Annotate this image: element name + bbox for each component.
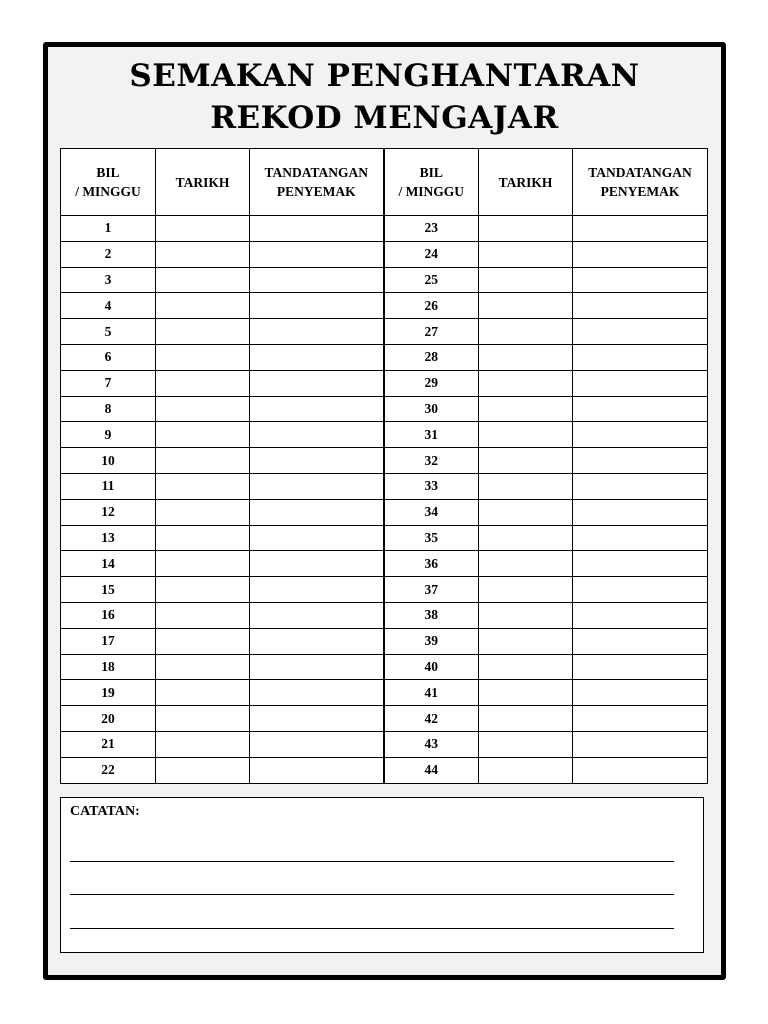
record-table [60,148,708,784]
table-row [61,241,708,267]
tarikh-cell[interactable] [156,551,250,577]
tarikh-cell[interactable] [479,654,573,680]
week-number-cell: 11 [61,473,156,499]
table-row [61,370,708,396]
tarikh-cell[interactable] [479,628,573,654]
tarikh-cell[interactable] [479,525,573,551]
header-tarikh-left: TARIKH [156,149,250,216]
header-row [61,149,708,216]
tarikh-cell[interactable] [156,422,250,448]
table-row [61,551,708,577]
tandatangan-cell[interactable] [250,319,384,345]
week-number-cell: 28 [384,344,479,370]
tandatangan-cell[interactable] [573,757,708,783]
table-row [61,525,708,551]
week-number-cell: 36 [384,551,479,577]
week-number-cell: 35 [384,525,479,551]
week-number-cell: 38 [384,602,479,628]
tarikh-cell[interactable] [156,577,250,603]
table-row [61,680,708,706]
table-body [61,216,708,784]
table-row [61,499,708,525]
tarikh-cell[interactable] [479,602,573,628]
tarikh-cell[interactable] [156,473,250,499]
week-number-cell: 6 [61,344,156,370]
tarikh-cell[interactable] [156,241,250,267]
tandatangan-cell[interactable] [250,293,384,319]
week-number-cell: 33 [384,473,479,499]
tandatangan-cell[interactable] [573,628,708,654]
tarikh-cell[interactable] [156,319,250,345]
tarikh-cell[interactable] [479,577,573,603]
notes-box [60,797,704,953]
table-row [61,757,708,783]
tarikh-cell[interactable] [156,344,250,370]
tandatangan-cell[interactable] [250,551,384,577]
table-row [61,344,708,370]
week-number-cell: 17 [61,628,156,654]
tarikh-cell[interactable] [156,602,250,628]
tarikh-cell[interactable] [156,731,250,757]
week-number-cell: 44 [384,757,479,783]
tarikh-cell[interactable] [479,731,573,757]
title-line-1: SEMAKAN PENGHANTARAN [129,58,640,94]
tandatangan-cell[interactable] [573,602,708,628]
tandatangan-cell[interactable] [250,602,384,628]
week-number-cell: 26 [384,293,479,319]
week-number-cell: 27 [384,319,479,345]
table-row [61,473,708,499]
tandatangan-cell[interactable] [250,448,384,474]
tandatangan-cell[interactable] [250,731,384,757]
tarikh-cell[interactable] [156,216,250,242]
tarikh-cell[interactable] [156,680,250,706]
notes-label: CATATAN: [70,804,140,819]
form-title [48,55,721,139]
tandatangan-cell[interactable] [250,525,384,551]
tandatangan-cell[interactable] [250,577,384,603]
tarikh-cell[interactable] [156,499,250,525]
tarikh-cell[interactable] [156,396,250,422]
form-frame [43,42,726,980]
table-row [61,422,708,448]
week-number-cell: 5 [61,319,156,345]
header-bil-right: BIL / MINGGU [384,149,479,216]
tandatangan-cell[interactable] [573,731,708,757]
week-number-cell: 1 [61,216,156,242]
tandatangan-cell[interactable] [573,370,708,396]
week-number-cell: 34 [384,499,479,525]
tandatangan-cell[interactable] [573,293,708,319]
tarikh-cell[interactable] [479,551,573,577]
tandatangan-cell[interactable] [250,499,384,525]
tarikh-cell[interactable] [156,267,250,293]
tarikh-cell[interactable] [479,344,573,370]
table-row [61,448,708,474]
tandatangan-cell[interactable] [573,422,708,448]
tandatangan-cell[interactable] [573,241,708,267]
week-number-cell: 40 [384,654,479,680]
notes-line[interactable] [70,894,674,895]
tarikh-cell[interactable] [479,680,573,706]
tandatangan-cell[interactable] [250,241,384,267]
tarikh-cell[interactable] [156,525,250,551]
week-number-cell: 43 [384,731,479,757]
tarikh-cell[interactable] [156,293,250,319]
tarikh-cell[interactable] [156,370,250,396]
tandatangan-cell[interactable] [573,680,708,706]
header-tandatangan-left: TANDATANGAN PENYEMAK [250,149,384,216]
tandatangan-cell[interactable] [250,628,384,654]
tandatangan-cell[interactable] [573,319,708,345]
table-row [61,654,708,680]
table-row [61,396,708,422]
tarikh-cell[interactable] [156,448,250,474]
tandatangan-cell[interactable] [250,370,384,396]
week-number-cell: 9 [61,422,156,448]
week-number-cell: 15 [61,577,156,603]
table-row [61,577,708,603]
week-number-cell: 14 [61,551,156,577]
week-number-cell: 31 [384,422,479,448]
tandatangan-cell[interactable] [250,473,384,499]
table-row [61,267,708,293]
table-row [61,293,708,319]
tarikh-cell[interactable] [156,628,250,654]
tarikh-cell[interactable] [479,216,573,242]
tarikh-cell[interactable] [479,757,573,783]
tandatangan-cell[interactable] [573,448,708,474]
header-tarikh-right: TARIKH [479,149,573,216]
notes-line[interactable] [70,861,674,862]
tarikh-cell[interactable] [156,654,250,680]
week-number-cell: 4 [61,293,156,319]
tarikh-cell[interactable] [479,422,573,448]
tarikh-cell[interactable] [479,241,573,267]
week-number-cell: 20 [61,706,156,732]
week-number-cell: 12 [61,499,156,525]
week-number-cell: 22 [61,757,156,783]
week-number-cell: 2 [61,241,156,267]
notes-line[interactable] [70,928,674,929]
title-line-2: REKOD MENGAJAR [210,100,559,136]
week-number-cell: 41 [384,680,479,706]
tandatangan-cell[interactable] [573,344,708,370]
tandatangan-cell[interactable] [250,344,384,370]
tarikh-cell[interactable] [479,267,573,293]
tarikh-cell[interactable] [479,499,573,525]
tandatangan-cell[interactable] [573,551,708,577]
table-row [61,319,708,345]
week-number-cell: 13 [61,525,156,551]
tandatangan-cell[interactable] [573,267,708,293]
week-number-cell: 10 [61,448,156,474]
header-tandatangan-right: TANDATANGAN PENYEMAK [573,149,708,216]
tarikh-cell[interactable] [156,757,250,783]
week-number-cell: 32 [384,448,479,474]
tandatangan-cell[interactable] [573,525,708,551]
week-number-cell: 24 [384,241,479,267]
week-number-cell: 16 [61,602,156,628]
tarikh-cell[interactable] [479,448,573,474]
tandatangan-cell[interactable] [250,654,384,680]
tandatangan-cell[interactable] [250,706,384,732]
tarikh-cell[interactable] [479,319,573,345]
tandatangan-cell[interactable] [573,499,708,525]
tandatangan-cell[interactable] [573,396,708,422]
tarikh-cell[interactable] [156,706,250,732]
tandatangan-cell[interactable] [573,654,708,680]
week-number-cell: 3 [61,267,156,293]
tarikh-cell[interactable] [479,370,573,396]
week-number-cell: 29 [384,370,479,396]
week-number-cell: 21 [61,731,156,757]
week-number-cell: 25 [384,267,479,293]
tandatangan-cell[interactable] [250,422,384,448]
tandatangan-cell[interactable] [573,706,708,732]
tandatangan-cell[interactable] [573,473,708,499]
table-row [61,216,708,242]
tandatangan-cell[interactable] [250,216,384,242]
tarikh-cell[interactable] [479,293,573,319]
table-row [61,628,708,654]
week-number-cell: 7 [61,370,156,396]
tandatangan-cell[interactable] [250,267,384,293]
week-number-cell: 23 [384,216,479,242]
header-bil-left: BIL / MINGGU [61,149,156,216]
tarikh-cell[interactable] [479,396,573,422]
week-number-cell: 19 [61,680,156,706]
tarikh-cell[interactable] [479,473,573,499]
tandatangan-cell[interactable] [250,757,384,783]
week-number-cell: 18 [61,654,156,680]
table-row [61,602,708,628]
tandatangan-cell[interactable] [573,216,708,242]
tandatangan-cell[interactable] [250,680,384,706]
table-row [61,706,708,732]
tarikh-cell[interactable] [479,706,573,732]
week-number-cell: 8 [61,396,156,422]
table-row [61,731,708,757]
tandatangan-cell[interactable] [573,577,708,603]
week-number-cell: 42 [384,706,479,732]
week-number-cell: 39 [384,628,479,654]
week-number-cell: 37 [384,577,479,603]
tandatangan-cell[interactable] [250,396,384,422]
week-number-cell: 30 [384,396,479,422]
